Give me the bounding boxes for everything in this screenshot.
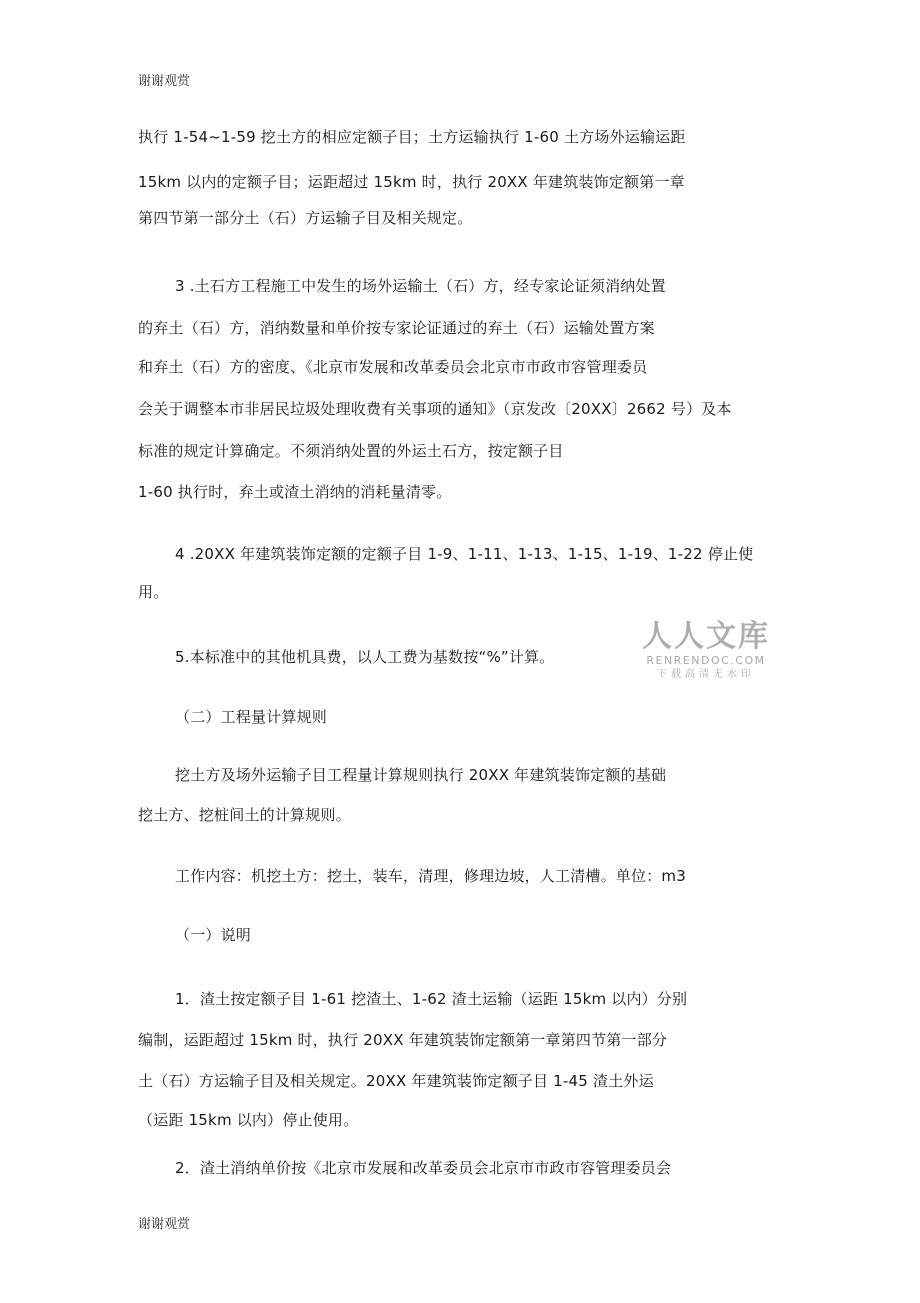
text-line: 挖土方、挖桩间土的计算规则。 <box>138 806 351 824</box>
text-line: 第四节第一部分土（石）方运输子目及相关规定。 <box>138 209 473 227</box>
text-line: 土（石）方运输子目及相关规定。20XX 年建筑装饰定额子目 1-45 渣土外运 <box>138 1072 654 1090</box>
text-line: 执行 1-54~1-59 挖土方的相应定额子目；土方运输执行 1-60 土方场外运输运距 <box>138 128 686 146</box>
text-line: 和弃土（石）方的密度、《北京市发展和改革委员会北京市市政市容管理委员 <box>138 358 648 376</box>
watermark-url: RENRENDOC.COM <box>646 654 766 667</box>
text-line: 1-60 执行时，弃土或渣土消纳的消耗量清零。 <box>138 483 452 501</box>
text-line: （运距 15km 以内）停止使用。 <box>138 1111 359 1129</box>
text-line: 用。 <box>138 583 169 601</box>
text-line: 会关于调整本市非居民垃圾处理收费有关事项的通知》（京发改〔20XX〕2662 号）及本 <box>138 400 732 418</box>
watermark-subtitle: 下载高清无水印 <box>657 669 755 680</box>
text-line: 5.本标准中的其他机具费，以人工费为基数按“%”计算。 <box>175 648 555 666</box>
watermark-logo <box>636 620 776 681</box>
text-line: 标准的规定计算确定。不须消纳处置的外运土石方，按定额子目 <box>138 442 564 460</box>
text-line: 挖土方及场外运输子目工程量计算规则执行 20XX 年建筑装饰定额的基础 <box>175 766 667 784</box>
page-header: 谢谢观赏 <box>138 74 191 89</box>
text-line: 的弃土（石）方，消纳数量和单价按专家论证通过的弃土（石）运输处置方案 <box>138 319 655 337</box>
text-line: 15km 以内的定额子目；运距超过 15km 时，执行 20XX 年建筑装饰定额第一章 <box>138 173 685 191</box>
page-footer: 谢谢观赏 <box>138 1217 191 1232</box>
section-heading: （一）说明 <box>175 926 252 944</box>
text-line: 工作内容：机挖土方：挖土，装车，清理，修理边坡，人工清槽。单位：m3 <box>175 867 686 885</box>
text-line: 4 .20XX 年建筑装饰定额的定额子目 1-9、1-11、1-13、1-15、1-19、1-22 停止使 <box>175 545 754 563</box>
text-line: 3 .土石方工程施工中发生的场外运输土（石）方，经专家论证须消纳处置 <box>175 277 666 295</box>
text-line: 1．渣土按定额子目 1-61 挖渣土、1-62 渣土运输（运距 15km 以内）分别 <box>175 990 688 1008</box>
text-line: 2．渣土消纳单价按《北京市发展和改革委员会北京市市政市容管理委员会 <box>175 1159 672 1177</box>
text-line: 编制，运距超过 15km 时，执行 20XX 年建筑装饰定额第一章第四节第一部分 <box>138 1031 668 1049</box>
section-heading: （二）工程量计算规则 <box>175 708 328 726</box>
watermark-title: 人人文库 <box>642 619 770 654</box>
